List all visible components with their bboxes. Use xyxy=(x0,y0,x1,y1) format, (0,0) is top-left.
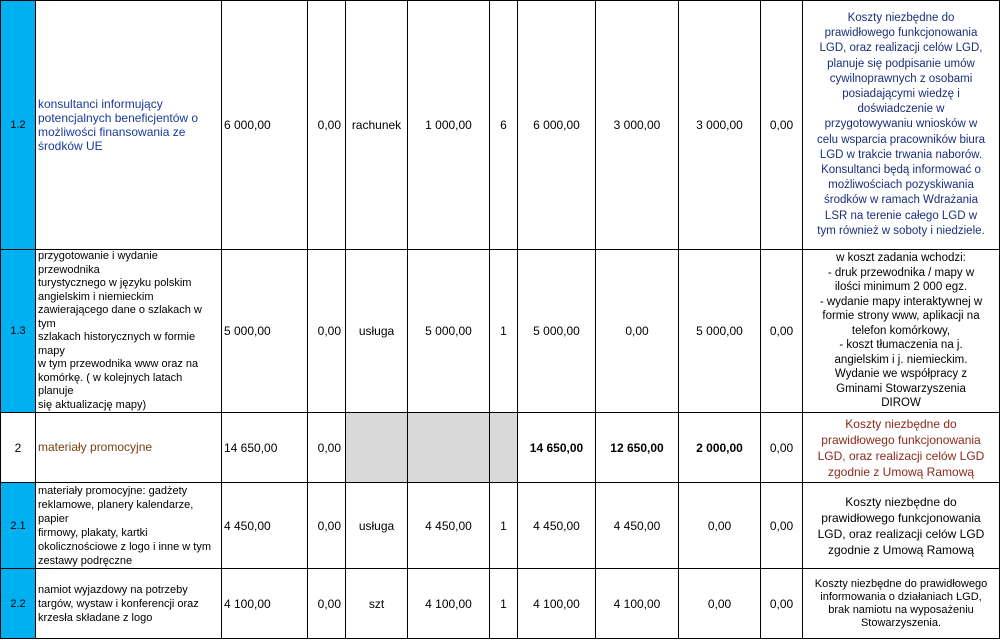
row-own: 0,00 xyxy=(308,483,346,569)
row-own: 0,00 xyxy=(308,413,346,483)
row-name xyxy=(36,250,222,413)
row-name: materiały promocyjne xyxy=(36,413,222,483)
row-total: 5 000,00 xyxy=(222,250,308,413)
row-lp: 1.2 xyxy=(1,1,36,250)
note-line: prawidłowego funkcjonowania xyxy=(821,432,981,447)
note-line: - druk przewodnika / mapy w xyxy=(827,266,975,279)
name-line: przygotowanie i wydanie przewodnika xyxy=(38,250,158,276)
name-line: szlakach historycznych w formie mapy xyxy=(38,331,196,357)
name-line: reklamowe, planery kalendarze, papier xyxy=(38,498,194,525)
note-line: prawidłowego funkcjonowania xyxy=(821,510,981,525)
row-total: 4 450,00 xyxy=(222,483,308,569)
note-line: Koszty niezbędne do xyxy=(847,11,955,24)
name-line: firmowy, plakaty, kartki xyxy=(38,526,148,539)
row-qty: 6 xyxy=(490,1,518,250)
name-line: w tym przewodnika www oraz na xyxy=(38,358,199,370)
note-line: formie strony www, aplikacji na xyxy=(822,310,980,323)
row-unit: szt xyxy=(346,569,408,639)
note-line: planuje się podpisanie umów xyxy=(827,57,975,70)
row-year3: 0,00 xyxy=(761,250,803,413)
name-line: zawierającego dane o szlakach w tym xyxy=(38,304,202,330)
row-unit-price: 1 000,00 xyxy=(408,1,490,250)
note-line: - wydanie mapy interaktywnej w xyxy=(819,295,983,308)
row-own: 0,00 xyxy=(308,569,346,639)
note-line: ilości minimum 2 000 egz. xyxy=(834,281,968,294)
row-name xyxy=(36,569,222,639)
row-note xyxy=(803,413,1000,483)
note-line: brak namiotu na wyposażeniu xyxy=(828,603,974,616)
table-row xyxy=(1,569,1000,639)
row-cost: 4 100,00 xyxy=(518,569,596,639)
row-year3: 0,00 xyxy=(761,413,803,483)
note-line: LGD, oraz realizacji celów LGD xyxy=(817,448,985,463)
note-line: przygotowywaniu wniosków w xyxy=(824,118,978,131)
table-row xyxy=(1,483,1000,569)
note-line: prawidłowego funkcjonowania xyxy=(824,27,978,40)
row-unit-price: 5 000,00 xyxy=(408,250,490,413)
note-line: w koszt zadania wchodzi: xyxy=(836,252,966,265)
note-line: Koszty niezbędne do xyxy=(845,494,957,509)
row-note xyxy=(803,569,1000,639)
row-year3: 0,00 xyxy=(761,1,803,250)
note-line: Koszty niezbędne do prawidłowego xyxy=(814,577,988,590)
name-line: komórkę. ( w kolejnych latach planuje xyxy=(38,371,183,397)
row-total: 14 650,00 xyxy=(222,413,308,483)
note-line: zgodnie z Umową Ramową xyxy=(827,464,975,479)
row-cost: 14 650,00 xyxy=(518,413,596,483)
name-line: targów, wystaw i konferencji oraz xyxy=(38,597,199,610)
note-line: LGD w trakcie trwania naborów. xyxy=(819,148,983,161)
note-line: tym również w soboty i niedziele. xyxy=(817,224,985,237)
row-qty: 1 xyxy=(490,569,518,639)
note-line: cywilnoprawnych z osobami xyxy=(829,72,973,85)
note-line: Wydanie we współpracy z xyxy=(834,368,968,381)
row-own: 0,00 xyxy=(308,250,346,413)
row-name: konsultanci informujący potencjalnych beneficjentów o możliwości finansowania ze środków UE xyxy=(36,1,222,250)
row-unit: rachunek xyxy=(346,1,408,250)
note-line: LGD, oraz realizacji celów LGD xyxy=(817,526,985,541)
note-line: - koszt tłumaczenia na j. xyxy=(839,339,963,352)
note-line: informowania o działaniach LGD, xyxy=(820,590,982,603)
note-line: posiadającymi wiedzę i xyxy=(842,87,960,100)
note-line: zgodnie z Umową Ramową xyxy=(827,542,975,557)
row-year1: 0,00 xyxy=(596,250,679,413)
name-line: krzesła składane z logo xyxy=(38,611,153,624)
row-unit-price: 4 100,00 xyxy=(408,569,490,639)
row-total: 4 100,00 xyxy=(222,569,308,639)
row-year2: 5 000,00 xyxy=(679,250,761,413)
name-line: materiały promocyjne: gadżety xyxy=(38,484,188,497)
note-line: celu wsparcia pracowników biura xyxy=(816,133,986,146)
row-qty: 1 xyxy=(490,483,518,569)
note-line: LGD, oraz realizacji celów LGD, xyxy=(819,42,983,55)
note-line: LSR na terenie całego LGD w xyxy=(824,209,978,222)
row-cost: 4 450,00 xyxy=(518,483,596,569)
row-note xyxy=(803,250,1000,413)
row-note xyxy=(803,1,1000,250)
note-line: środków w ramach Wdrażania xyxy=(823,194,979,207)
row-year2: 0,00 xyxy=(679,569,761,639)
row-year1: 12 650,00 xyxy=(596,413,679,483)
row-year2: 3 000,00 xyxy=(679,1,761,250)
row-total: 6 000,00 xyxy=(222,1,308,250)
note-line: angielskim i j. niemieckim. xyxy=(834,353,968,366)
row-lp: 2.1 xyxy=(1,483,36,569)
note-line: Koszty niezbędne do xyxy=(845,416,957,431)
name-line: angielskim i niemieckim xyxy=(38,290,154,303)
row-lp: 2 xyxy=(1,413,36,483)
row-cost: 5 000,00 xyxy=(518,250,596,413)
row-name xyxy=(36,483,222,569)
row-qty-empty xyxy=(490,413,518,483)
row-own: 0,00 xyxy=(308,1,346,250)
row-note xyxy=(803,483,1000,569)
row-qty: 1 xyxy=(490,250,518,413)
name-line: namiot wyjazdowy na potrzeby xyxy=(38,583,188,596)
note-line: DIROW xyxy=(881,397,921,410)
row-year1: 4 100,00 xyxy=(596,569,679,639)
note-line: doświadczenie w xyxy=(857,103,945,116)
row-year1: 3 000,00 xyxy=(596,1,679,250)
row-year2: 2 000,00 xyxy=(679,413,761,483)
name-line: się aktualizację mapy) xyxy=(38,398,147,411)
row-unit-price: 4 450,00 xyxy=(408,483,490,569)
note-line: Stowarzyszenia. xyxy=(860,616,942,629)
table-row xyxy=(1,413,1000,483)
row-year3: 0,00 xyxy=(761,483,803,569)
row-unit-empty xyxy=(346,413,408,483)
name-line: zestawy podręczne xyxy=(38,554,133,567)
note-line: możliwościach pozyskiwania xyxy=(828,179,974,192)
row-cost: 6 000,00 xyxy=(518,1,596,250)
row-lp: 2.2 xyxy=(1,569,36,639)
name-line: turystycznego w języku polskim xyxy=(38,277,192,289)
row-unit: usługa xyxy=(346,250,408,413)
note-line: telefon komórkowy, xyxy=(851,324,951,337)
name-line: okolicznościowe z logo i inne w tym xyxy=(38,540,212,553)
row-year1: 4 450,00 xyxy=(596,483,679,569)
note-line: Gminami Stowarzyszenia xyxy=(836,382,966,395)
row-lp: 1.3 xyxy=(1,250,36,413)
row-year2: 0,00 xyxy=(679,483,761,569)
note-line: Konsultanci będą informować o xyxy=(821,164,981,176)
row-year3: 0,00 xyxy=(761,569,803,639)
row-unit: usługa xyxy=(346,483,408,569)
table-row xyxy=(1,1,1000,250)
table-row xyxy=(1,250,1000,413)
row-unit-price-empty xyxy=(408,413,490,483)
